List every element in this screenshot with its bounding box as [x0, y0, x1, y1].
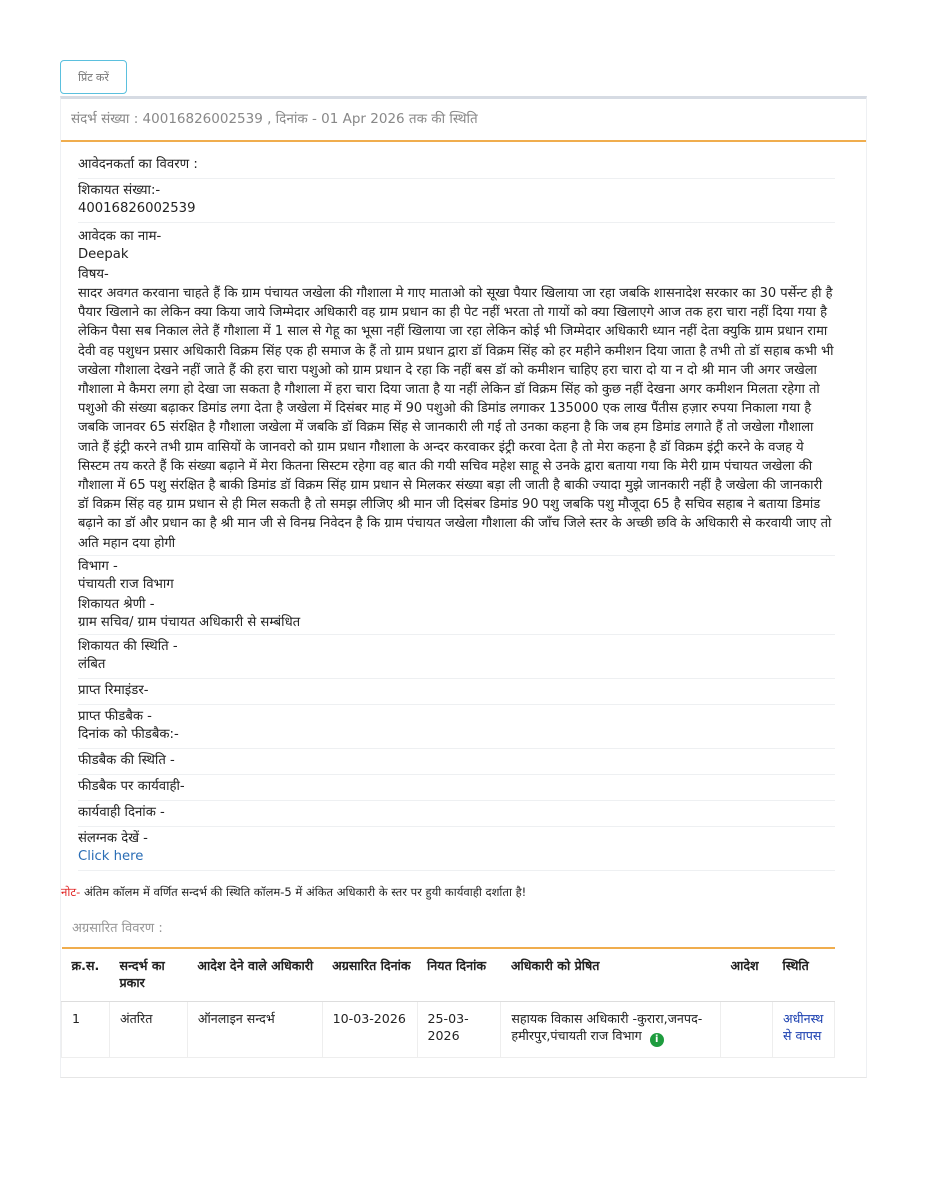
complaint-status-label: शिकायत की स्थिति - [78, 638, 178, 654]
attachment-link[interactable]: Click here [78, 848, 144, 864]
cell-due-date: 25-03-2026 [417, 1002, 501, 1058]
cell-forwarded-date: 10-03-2026 [322, 1002, 417, 1058]
applicant-heading: आवेदनकर्ता का विवरण : [78, 153, 835, 179]
feedback-action-row: फीडबैक पर कार्यवाही- [78, 775, 835, 801]
table-header-row [62, 948, 835, 1002]
col-order: आदेश [721, 948, 773, 1002]
feedback-row [78, 705, 835, 749]
applicant-details [78, 153, 835, 871]
col-status: स्थिति [772, 948, 834, 1002]
col-due-date: नियत दिनांक [417, 948, 501, 1002]
category-label: शिकायत श्रेणी - [78, 596, 155, 612]
subject-label: विषय- [78, 267, 109, 282]
print-button[interactable]: प्रिंट करें [60, 60, 127, 94]
cell-status[interactable] [772, 1002, 834, 1058]
note-text: अंतिम कॉलम में वर्णित सन्दर्भ की स्थिति कॉलम-5 में अंकित अधिकारी के स्तर पर हुयी कार्यवाही दर्शाता है! [80, 885, 527, 899]
department-label: विभाग - [78, 558, 118, 574]
status-link[interactable]: अधीनस्थ से वापस [782, 1011, 824, 1043]
reminder-row: प्राप्त रिमाइंडर- [78, 679, 835, 705]
subject-row [78, 266, 835, 556]
cell-ordering-officer: ऑनलाइन सन्दर्भ [187, 1002, 322, 1058]
note [61, 885, 526, 900]
category-value: ग्राम सचिव/ ग्राम पंचायत अधिकारी से सम्बंधित [78, 614, 301, 630]
forwarded-details-title: अग्रसारित विवरण : [72, 921, 163, 936]
subject-text: सादर अवगत करवाना चाहते हैं कि ग्राम पंचायत जखेला की गौशाला मे गाए माताओ को सूखा पैयार खिलाया जा रहा जबकि शासनादेश सरकार का 30 पर्सेन्ट ही है पैयार खिलाने का लेकिन क्या किया जाये जिम्मेदार अधिकारी वह ग्राम प्रधान का ही पेट नहीं भरता तो गायों को क्या खिलाएगे आज तक हरा चारा नहीं दिया गया है लेकिन पैसा सब निकाल लेते हैं गौशाला में 1 साल से गेहू का भूसा नहीं खिलाया जा रहा लेकिन कोई भी जिम्मेदार अधिकारी ध्यान नहीं देता क्युकि ग्राम प्रधान रामा देवी वह पशुधन प्रसार अधिकारी विक्रम सिंह एक ही समाज के हैं तो ग्राम प्रधान द्वारा डॉ विक्रम सिंह को हर महीने कमीशन दिया जाता है तभी तो डॉ सहाब कभी भी जखेला गौशाला देखने नहीं जाते हैं की हरा चारा पशुओ को ग्राम प्रधान दे रहा कि नहीं बस डॉ को कमीशन चाहिए हरा चारा दो या न दो श्री मान जी अगर जखेला गौशाला मे कैमरा लगा हो देखा जा सकता है गौशाला में हरा चारा दिया जाता है या नहीं लेकिन डॉ विक्रम सिंह को कुछ नहीं देखना अगर कमीशन मिलता रहेगा तो पशुओ की संख्या बढ़ाकर डिमांड लगा देता है जखेला में दिसंबर माह में 90 पशुओ की डिमांड लगाकर 135000 एक लाख पैंतीस हज़ार रुपया निकाला गया है जबकि जानवर 65 संरक्षित है गौशाला जखेला में जबकि डॉ विक्रम सिंह से जानकारी ली गई तो उनका कहना है कि जब हम डिमांड लगाते हैं तो जखेला गौशाला जाते हैं इंट्री करने तभी ग्राम वासियों के जानवरो को ग्राम प्रधान गौशाला के अन्दर करवाकर इंट्री करवा देता है तो मेरा कहना है डॉ विक्रम इंट्री करने के वजह ये सिस्टम तय करते हैं कि संख्या बढ़ाने में मेरा कितना सिस्टम रहेगा वह बात की गयी सचिव महेश साहू से उनके द्वारा बताया गया कि मेरी ग्राम पंचायत जखेला की गौशाला में 65 पशु संरक्षित है बाकी डिमांड डॉ विक्रम सिंह ग्राम प्रधान से मिलकर संख्या बड़ा ली जाती है बाकी ज्यादा मुझे जानकारी नहीं है जखेला की जानकारी डॉ विक्रम सिंह वह ग्राम प्रधान से ही मिल सकती है तो समझ लीजिए श्री मान जी दिसंबर डिमांड 90 पशु जबकि पशु मौजूदा 65 है सचिव सहाब ने बताया डिमांड बढ़ाने का डॉ और प्रधान का है श्री मान जी से विनम्र निवेदन है कि ग्राम पंचायत जखेला गौशाला की जाँच जिले स्तर के अच्छी छवि के अधिकारी से करवायी जाए तो अति महान दया होगी [78, 286, 834, 551]
feedback-status-row: फीडबैक की स्थिति - [78, 749, 835, 775]
department-row [78, 556, 835, 596]
col-sent-to: अधिकारी को प्रेषित [501, 948, 721, 1002]
department-value: पंचायती राज विभाग [78, 576, 174, 592]
applicant-name-value: Deepak [78, 247, 129, 262]
cell-serial: 1 [62, 1002, 110, 1058]
forwarded-table [61, 947, 835, 1058]
category-row [78, 596, 835, 635]
action-date-row: कार्यवाही दिनांक - [78, 801, 835, 827]
note-prefix: नोट- [61, 885, 81, 899]
info-icon[interactable]: i [650, 1033, 664, 1047]
table-row [62, 1002, 835, 1058]
complaint-status-value: लंबित [78, 656, 106, 672]
attachment-row [78, 827, 835, 871]
applicant-name-row [78, 223, 835, 266]
applicant-name-label: आवेदक का नाम- [78, 229, 162, 244]
cell-order [721, 1002, 773, 1058]
complaint-number-label: शिकायत संख्या:- [78, 183, 161, 198]
col-serial: क्र.स. [62, 948, 110, 1002]
sent-to-text: सहायक विकास अधिकारी -कुरारा,जनपद-हमीरपुर,पंचायती राज विभाग [511, 1011, 703, 1043]
feedback-label: प्राप्त फीडबैक - [78, 708, 152, 724]
complaint-number-row [78, 179, 835, 223]
col-reference-type: सन्दर्भ का प्रकार [109, 948, 187, 1002]
cell-reference-type: अंतरित [109, 1002, 187, 1058]
attachment-label: संलग्नक देखें - [78, 830, 148, 846]
complaint-number-value: 40016826002539 [78, 201, 196, 216]
feedback-date-label: दिनांक को फीडबैक:- [78, 726, 179, 742]
col-forwarded-date: अग्रसारित दिनांक [322, 948, 417, 1002]
page-title: संदर्भ संख्या : 40016826002539 , दिनांक - 01 Apr 2026 तक की स्थिति [61, 99, 866, 142]
complaint-status-panel [60, 96, 867, 1078]
complaint-status-row [78, 635, 835, 679]
col-ordering-officer: आदेश देने वाले अधिकारी [187, 948, 322, 1002]
cell-sent-to [501, 1002, 721, 1058]
